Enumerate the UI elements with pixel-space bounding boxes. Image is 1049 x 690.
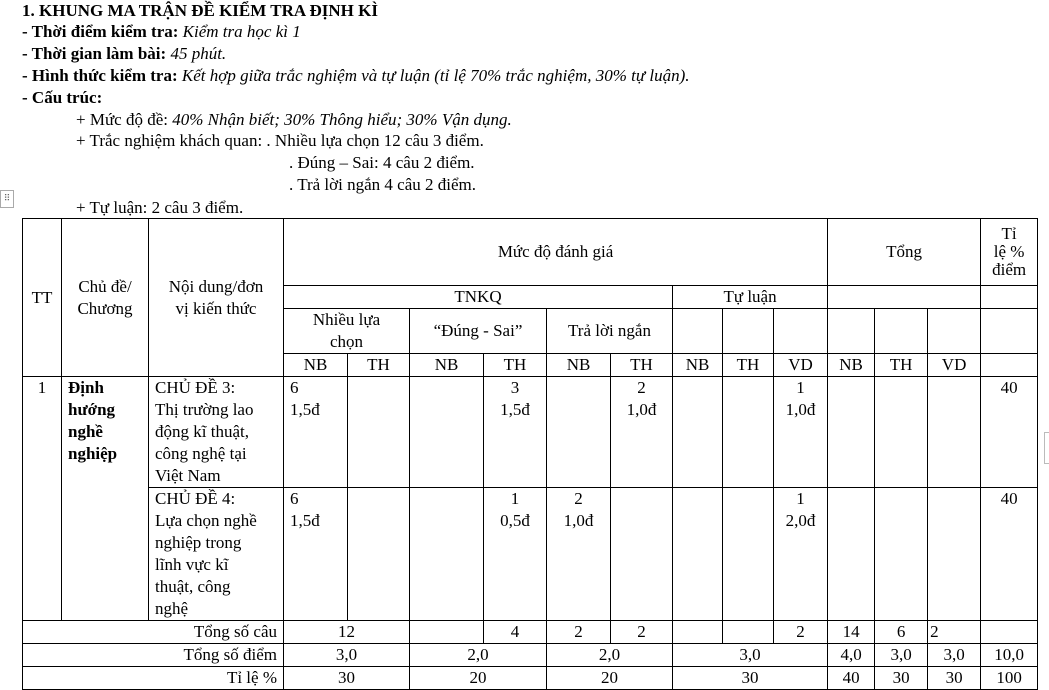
ratio-label: Tỉ lệ % bbox=[23, 667, 284, 690]
level-prefix: + Mức độ đề: bbox=[76, 110, 168, 129]
ratio-mc: 30 bbox=[284, 667, 410, 690]
header-total-blank bbox=[828, 286, 981, 309]
sum-q-tvd: 2 bbox=[928, 621, 981, 644]
sum-p-nb: 4,0 bbox=[828, 644, 875, 667]
blank bbox=[875, 377, 928, 488]
row-topic: Định hướng nghề nghiệp bbox=[62, 377, 149, 621]
header-topic: Chủ đề/ Chương bbox=[62, 219, 149, 377]
cell-mc-nb: 6 1,5đ bbox=[284, 377, 348, 488]
form-value: Kết hợp giữa trắc nghiệm và tự luận (tỉ lệ 70% trắc nghiệm, 30% tự luận). bbox=[181, 66, 690, 85]
header-mc: Nhiều lựa chọn bbox=[284, 309, 410, 354]
level-nb: NB bbox=[284, 354, 348, 377]
header-content: Nội dung/đơn vị kiến thức bbox=[149, 219, 284, 377]
level-nb: NB bbox=[828, 354, 875, 377]
blank bbox=[875, 488, 928, 621]
blank bbox=[723, 309, 774, 354]
row-content[interactable]: CHỦ ĐỀ 3: Thị trường lao động kĩ thuật, công nghệ tại Việt Nam bbox=[149, 377, 284, 488]
sum-q-nb: 14 bbox=[828, 621, 875, 644]
blank bbox=[547, 377, 611, 488]
sum-q-short-th: 2 bbox=[611, 621, 673, 644]
cell-ratio: 40 bbox=[981, 488, 1038, 621]
page-heading: 1. KHUNG MA TRẬN ĐỀ KIỂM TRA ĐỊNH KÌ bbox=[22, 1, 378, 20]
header-level: Mức độ đánh giá bbox=[284, 219, 828, 286]
ratio-nb: 40 bbox=[828, 667, 875, 690]
cell-ds-th: 1 0,5đ bbox=[484, 488, 547, 621]
level-vd: VD bbox=[928, 354, 981, 377]
blank bbox=[410, 488, 484, 621]
duration-label: - Thời gian làm bài: bbox=[22, 44, 167, 63]
ratio-ds: 20 bbox=[410, 667, 547, 690]
header-ratio: Tỉ lệ % điểm bbox=[981, 219, 1038, 286]
blank bbox=[410, 621, 484, 644]
level-th: TH bbox=[723, 354, 774, 377]
cell-essay-vd: 1 2,0đ bbox=[774, 488, 828, 621]
level-th: TH bbox=[348, 354, 410, 377]
header-tnkq: TNKQ bbox=[284, 286, 673, 309]
blank bbox=[723, 488, 774, 621]
sum-points-label: Tổng số điểm bbox=[23, 644, 284, 667]
structure-label: - Cấu trúc: bbox=[22, 88, 103, 107]
ratio-vd: 30 bbox=[928, 667, 981, 690]
sum-p-th: 3,0 bbox=[875, 644, 928, 667]
blank bbox=[673, 621, 723, 644]
level-vd: VD bbox=[774, 354, 828, 377]
sum-q-short-nb: 2 bbox=[547, 621, 611, 644]
info-time bbox=[22, 22, 301, 42]
header-tt: TT bbox=[23, 219, 62, 377]
sum-p-ds: 2,0 bbox=[410, 644, 547, 667]
blank bbox=[774, 309, 828, 354]
time-value: Kiểm tra học kì 1 bbox=[182, 22, 301, 41]
info-form bbox=[22, 66, 690, 86]
cell-short-th: 2 1,0đ bbox=[611, 377, 673, 488]
blank bbox=[673, 309, 723, 354]
blank bbox=[981, 309, 1038, 354]
mc-line-2: . Đúng – Sai: 4 câu 2 điểm. bbox=[289, 153, 475, 172]
sum-q-mc: 12 bbox=[284, 621, 410, 644]
level-th: TH bbox=[611, 354, 673, 377]
ratio-total: 100 bbox=[981, 667, 1038, 690]
blank bbox=[928, 488, 981, 621]
blank bbox=[348, 488, 410, 621]
mc-line-3: . Trả lời ngắn 4 câu 2 điểm. bbox=[289, 175, 476, 194]
cell-short-nb: 2 1,0đ bbox=[547, 488, 611, 621]
blank bbox=[611, 488, 673, 621]
blank bbox=[348, 377, 410, 488]
level-nb: NB bbox=[547, 354, 611, 377]
blank bbox=[981, 354, 1038, 377]
level-th: TH bbox=[484, 354, 547, 377]
blank bbox=[928, 309, 981, 354]
sum-p-vd: 3,0 bbox=[928, 644, 981, 667]
sum-p-essay: 3,0 bbox=[673, 644, 828, 667]
duration-value: 45 phút. bbox=[170, 44, 227, 63]
move-handle-icon[interactable]: ⠿ bbox=[0, 190, 14, 208]
header-short: Trả lời ngắn bbox=[547, 309, 673, 354]
blank bbox=[981, 621, 1038, 644]
ratio-essay: 30 bbox=[673, 667, 828, 690]
level-nb: NB bbox=[410, 354, 484, 377]
blank bbox=[723, 621, 774, 644]
row-content[interactable]: CHỦ ĐỀ 4: Lựa chọn nghề nghiệp trong lĩnh vực kĩ thuật, công nghệ bbox=[149, 488, 284, 621]
header-ds: “Đúng - Sai” bbox=[410, 309, 547, 354]
sum-q-ds: 4 bbox=[484, 621, 547, 644]
sum-q-vd: 2 bbox=[774, 621, 828, 644]
essay-line: + Tự luận: 2 câu 3 điểm. bbox=[76, 198, 244, 217]
time-label: - Thời điểm kiểm tra: bbox=[22, 22, 179, 41]
level-nb: NB bbox=[673, 354, 723, 377]
sum-p-mc: 3,0 bbox=[284, 644, 410, 667]
blank bbox=[673, 377, 723, 488]
form-label: - Hình thức kiểm tra: bbox=[22, 66, 178, 85]
sum-q-th: 6 bbox=[875, 621, 928, 644]
row-tt: 1 bbox=[23, 377, 62, 621]
blank bbox=[828, 309, 875, 354]
blank bbox=[875, 309, 928, 354]
blank bbox=[828, 488, 875, 621]
level-value: 40% Nhận biết; 30% Thông hiểu; 30% Vận dụng. bbox=[172, 110, 512, 129]
cell-mc-nb: 6 1,5đ bbox=[284, 488, 348, 621]
header-ratio-blank bbox=[981, 286, 1038, 309]
cell-essay-vd: 1 1,0đ bbox=[774, 377, 828, 488]
level-th: TH bbox=[875, 354, 928, 377]
sum-questions-label: Tổng số câu bbox=[23, 621, 284, 644]
ratio-short: 20 bbox=[547, 667, 673, 690]
sum-p-total: 10,0 bbox=[981, 644, 1038, 667]
cell-ds-th: 3 1,5đ bbox=[484, 377, 547, 488]
blank bbox=[723, 377, 774, 488]
blank bbox=[928, 377, 981, 488]
matrix-table bbox=[22, 218, 1038, 690]
blank bbox=[673, 488, 723, 621]
header-essay: Tự luận bbox=[673, 286, 828, 309]
cell-ratio: 40 bbox=[981, 377, 1038, 488]
ratio-th: 30 bbox=[875, 667, 928, 690]
info-level bbox=[76, 110, 512, 130]
info-duration bbox=[22, 44, 226, 64]
sum-p-short: 2,0 bbox=[547, 644, 673, 667]
blank bbox=[828, 377, 875, 488]
mc-line-1: + Trắc nghiệm khách quan: . Nhiều lựa chọn 12 câu 3 điểm. bbox=[76, 131, 484, 150]
scrollbar-edge[interactable] bbox=[1044, 432, 1049, 464]
header-total: Tổng bbox=[828, 219, 981, 286]
blank bbox=[410, 377, 484, 488]
